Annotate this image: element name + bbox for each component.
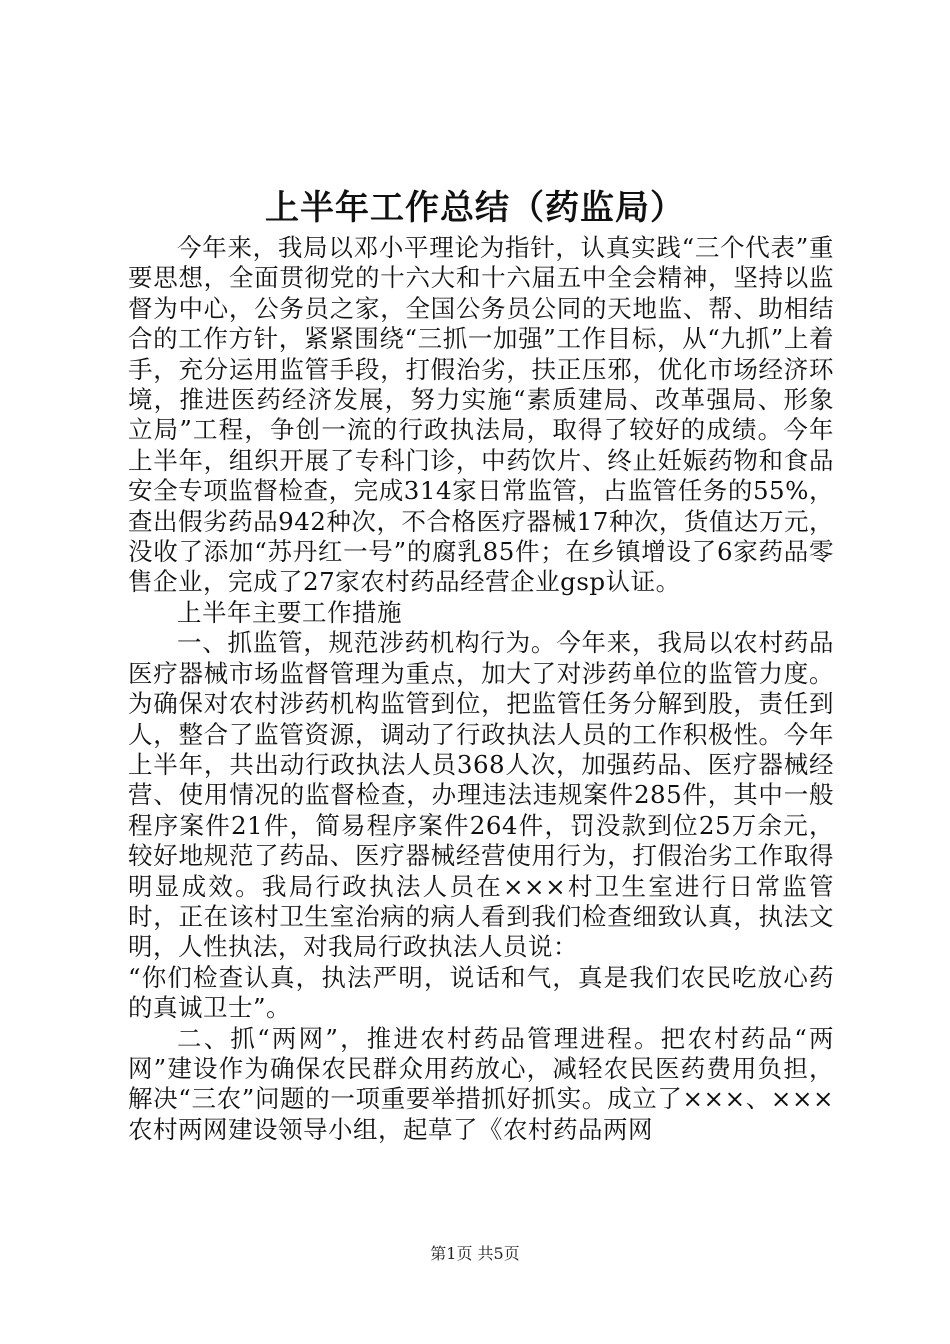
document-title: 上半年工作总结（药监局） (265, 188, 685, 228)
document-body (128, 233, 834, 1145)
paragraph-section-1: 一、抓监管，规范涉药机构行为。今年来，我局以农村药品医疗器械市场监督管理为重点，加大了对涉药单位的监管力度。为确保对农村涉药机构监管到位，把监管任务分解到股，责任到人，整合了监管资源，调动了行政执法人员的工作积极性。今年上半年，共出动行政执法人员368人次，加强药品、医疗器械经营、使用情况的监督检查，办理违法违规案件285件，其中一般程序案件21件，简易程序案件264件，罚没款到位25万余元，较好地规范了药品、医疗器械经营使用行为，打假治劣工作取得明显成效。我局行政执法人员在×××村卫生室进行日常监管时，正在该村卫生室治病的病人看到我们检查细致认真，执法文明，人性执法，对我局行政执法人员说： (128, 628, 834, 962)
page-number: 第1页 共5页 (430, 1244, 520, 1263)
paragraph-quote: “你们检查认真，执法严明，说话和气，真是我们农民吃放心药的真诚卫士”。 (128, 962, 834, 1023)
section-heading: 上半年主要工作措施 (177, 597, 402, 627)
paragraph-section-2: 二、抓“两网”，推进农村药品管理进程。把农村药品“两网”建设作为确保农民群众用药放心，减轻农民医药费用负担，解决“三农”问题的一项重要举措抓好抓实。成立了×××、×××农村两网建设领导小组，起草了《农村药品两网 (128, 1023, 834, 1144)
paragraph-intro: 今年来，我局以邓小平理论为指针，认真实践“三个代表”重要思想，全面贯彻党的十六大和十六届五中全会精神，坚持以监督为中心，公务员之家，全国公务员公同的天地监、帮、助相结合的工作方针，紧紧围绕“三抓一加强”工作目标，从“九抓”上着手，充分运用监管手段，打假治劣，扶正压邪，优化市场经济环境，推进医药经济发展，努力实施“素质建局、改革强局、形象立局”工程，争创一流的行政执法局，取得了较好的成绩。今年上半年，组织开展了专科门诊，中药饮片、终止妊娠药物和食品安全专项监督检查，完成314家日常监管，占监管任务的55%，查出假劣药品942种次，不合格医疗器械17种次，货值达万元，没收了添加“苏丹红一号”的腐乳85件；在乡镇增设了6家药品零售企业，完成了27家农村药品经营企业gsp认证。 (128, 233, 834, 597)
